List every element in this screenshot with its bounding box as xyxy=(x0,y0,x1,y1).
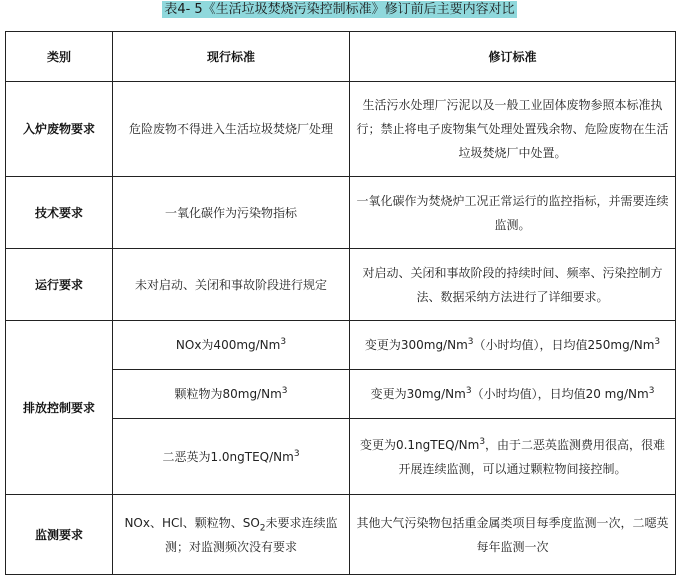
superscript: 3 xyxy=(467,337,474,347)
table-row xyxy=(6,82,676,177)
row-category: 入炉废物要求 xyxy=(6,82,113,177)
superscript: 3 xyxy=(293,448,300,459)
row-current-text: NOx为400mg/Nm xyxy=(175,338,281,352)
table-row xyxy=(6,495,676,575)
row-category: 运行要求 xyxy=(6,249,113,321)
table-header-row xyxy=(6,32,676,82)
row-current xyxy=(113,370,350,419)
row-revised-text-a: 变更为0.1ngTEQ/Nm xyxy=(359,437,480,452)
row-current-text: 二恶英为1.0ngTEQ/Nm xyxy=(162,449,294,464)
row-revised: 一氧化碳作为焚烧炉工况正常运行的监控指标，并需要连续监测。 xyxy=(350,177,676,249)
table-row xyxy=(6,321,676,370)
row-revised-text-a: 变更为300mg/Nm xyxy=(364,338,468,352)
row-revised-text-a: 变更为30mg/Nm xyxy=(370,387,466,401)
row-current: 一氧化碳作为污染物指标 xyxy=(113,177,350,249)
row-revised: 生活污水处理厂污泥以及一般工业固体废物参照本标准执行；禁止将电子废物集气处理处置残余物、危险废物在生活垃圾焚烧厂中处置。 xyxy=(350,82,676,177)
superscript: 3 xyxy=(280,337,287,347)
header-revised-standard: 修订标准 xyxy=(350,32,676,82)
row-revised: 其他大气污染物包括重金属类项目每季度监测一次，二噁英每年监测一次 xyxy=(350,495,676,575)
header-category: 类别 xyxy=(6,32,113,82)
table-caption-text: 表4- 5《生活垃圾焚烧污染控制标准》修订前后主要内容对比 xyxy=(164,2,515,17)
row-revised-text-b: （小时均值），日均值250mg/Nm xyxy=(473,338,655,352)
subscript: 2 xyxy=(259,522,266,533)
row-category: 监测要求 xyxy=(6,495,113,575)
row-current xyxy=(113,419,350,495)
table-row xyxy=(6,249,676,321)
superscript: 3 xyxy=(648,386,655,396)
row-current-text-a: NOx、HCl、颗粒物、SO xyxy=(124,515,260,530)
row-revised: 对启动、关闭和事故阶段的持续时间、频率、污染控制方法、数据采纳方法进行了详细要求。 xyxy=(350,249,676,321)
row-category: 技术要求 xyxy=(6,177,113,249)
superscript: 3 xyxy=(281,386,288,396)
row-current-text: 颗粒物为80mg/Nm xyxy=(174,387,282,401)
comparison-table xyxy=(5,31,676,575)
header-current-standard: 现行标准 xyxy=(113,32,350,82)
superscript: 3 xyxy=(479,436,486,447)
row-current xyxy=(113,495,350,575)
row-current-text-b: 未要求连续监测；对监测频次没有要求 xyxy=(164,515,338,554)
row-current xyxy=(113,321,350,370)
row-category: 排放控制要求 xyxy=(6,321,113,495)
row-current: 未对启动、关闭和事故阶段进行规定 xyxy=(113,249,350,321)
table-row xyxy=(6,177,676,249)
row-revised xyxy=(350,370,676,419)
superscript: 3 xyxy=(465,386,472,396)
row-current: 危险废物不得进入生活垃圾焚烧厂处理 xyxy=(113,82,350,177)
superscript: 3 xyxy=(654,337,661,347)
row-revised-text-b: （小时均值），日均值20 mg/Nm xyxy=(471,387,649,401)
row-revised xyxy=(350,321,676,370)
table-caption xyxy=(0,0,679,22)
row-revised xyxy=(350,419,676,495)
row-revised-text-b: ，由于二恶英监测费用很高，很难开展连续监测，可以通过颗粒物间接控制。 xyxy=(398,437,666,476)
